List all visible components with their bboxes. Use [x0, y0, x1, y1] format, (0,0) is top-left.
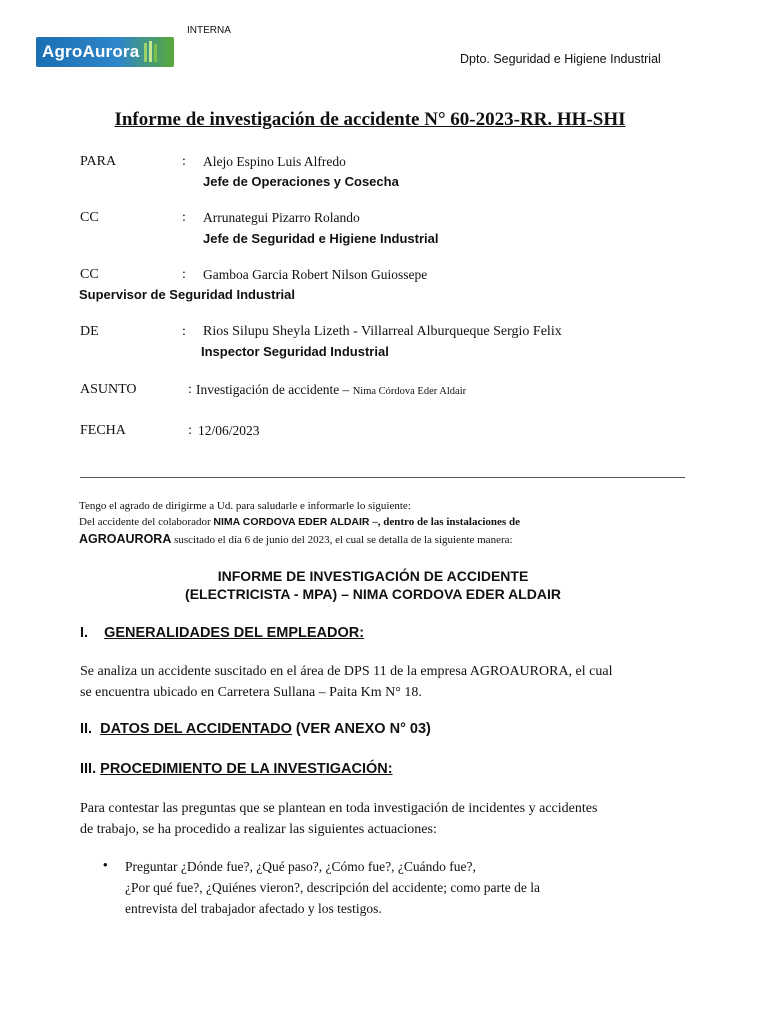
intro-line-2-pre: Del accidente del colaborador	[79, 516, 214, 528]
section-3-number: III.	[80, 761, 97, 777]
asunto-label: ASUNTO	[80, 382, 137, 397]
cc2-name: Gamboa Garcia Robert Nilson Guiossepe	[203, 267, 428, 282]
section-2-title: DATOS DEL ACCIDENTADO	[100, 721, 292, 737]
para-label: PARA	[80, 154, 117, 169]
leaf-icon	[142, 40, 160, 64]
section-2-number: II.	[80, 721, 93, 737]
asunto-text: Investigación de accidente –	[196, 382, 350, 397]
bullet-line-1: Preguntar ¿Dónde fue?, ¿Qué paso?, ¿Cómo fue?, ¿Cuándo fue?,	[125, 859, 476, 874]
cc2-role: Supervisor de Seguridad Industrial	[79, 287, 295, 302]
asunto-person: Nima Córdova Eder Aldair	[352, 386, 467, 397]
company-logo	[36, 37, 174, 67]
intro-company: AGROAURORA	[79, 532, 172, 546]
asunto-value	[196, 382, 466, 398]
intro-line-3	[79, 532, 513, 548]
cc1-role: Jefe de Seguridad e Higiene Industrial	[203, 231, 439, 246]
para-role: Jefe de Operaciones y Cosecha	[203, 174, 399, 189]
section-1-line-1: Se analiza un accidente suscitado en el área de DPS 11 de la empresa AGROAURORA, el cual	[80, 664, 613, 679]
de-label: DE	[80, 324, 99, 339]
report-heading-line-1: INFORME DE INVESTIGACIÓN DE ACCIDENTE	[217, 568, 529, 584]
de-role: Inspector Seguridad Industrial	[201, 344, 389, 359]
section-3-title: PROCEDIMIENTO DE LA INVESTIGACIÓN:	[100, 761, 393, 777]
cc2-colon: :	[182, 267, 186, 282]
classification-label: INTERNA	[187, 25, 231, 36]
para-colon: :	[182, 154, 186, 169]
intro-employee-name: NIMA CORDOVA EDER ALDAIR	[213, 516, 370, 528]
document-title: Informe de investigación de accidente N° 60-2023-RR. HH-SHI	[114, 109, 626, 130]
cc1-name: Arrunategui Pizarro Rolando	[203, 210, 360, 225]
section-2-suffix: (VER ANEXO N° 03)	[291, 721, 431, 737]
cc1-colon: :	[182, 210, 186, 225]
section-1-title: GENERALIDADES DEL EMPLEADOR:	[104, 625, 365, 641]
fecha-colon: :	[188, 423, 192, 438]
fecha-value: 12/06/2023	[198, 423, 260, 438]
section-1-line-2: se encuentra ubicado en Carretera Sullana – Paita Km N° 18.	[80, 685, 422, 700]
fecha-label: FECHA	[80, 423, 126, 438]
de-name: Rios Silupu Sheyla Lizeth - Villarreal Alburqueque Sergio Felix	[203, 324, 562, 339]
bullet-icon: •	[103, 857, 108, 872]
intro-line-1: Tengo el agrado de dirigirme a Ud. para saludarle e informarle lo siguiente:	[79, 500, 411, 512]
de-colon: :	[182, 324, 186, 339]
asunto-colon: :	[188, 382, 192, 397]
department-label: Dpto. Seguridad e Higiene Industrial	[460, 52, 661, 66]
report-heading-line-2: (ELECTRICISTA - MPA) – NIMA CORDOVA EDER ALDAIR	[185, 586, 561, 602]
section-3-line-1: Para contestar las preguntas que se plantean en toda investigación de incidentes y accidentes	[80, 801, 598, 816]
section-3-line-2: de trabajo, se ha procedido a realizar las siguientes actuaciones:	[80, 822, 437, 837]
section-2-heading	[80, 721, 431, 737]
intro-line-3-post: suscitado el día 6 de junio del 2023, el cual se detalla de la siguiente manera:	[171, 534, 513, 546]
cc1-label: CC	[80, 210, 99, 225]
intro-line-2-post: –, dentro de las instalaciones de	[369, 516, 520, 528]
para-name: Alejo Espino Luis Alfredo	[203, 154, 346, 169]
divider	[80, 477, 685, 478]
section-1-heading	[80, 625, 364, 641]
cc2-label: CC	[80, 267, 99, 282]
bullet-line-2: ¿Por qué fue?, ¿Quiénes vieron?, descripción del accidente; como parte de la	[125, 880, 540, 895]
section-1-number: I.	[80, 625, 89, 641]
logo-text: AgroAurora	[42, 42, 140, 61]
intro-line-2	[79, 515, 520, 530]
bullet-line-3: entrevista del trabajador afectado y los testigos.	[125, 901, 382, 916]
section-3-heading	[80, 761, 393, 777]
